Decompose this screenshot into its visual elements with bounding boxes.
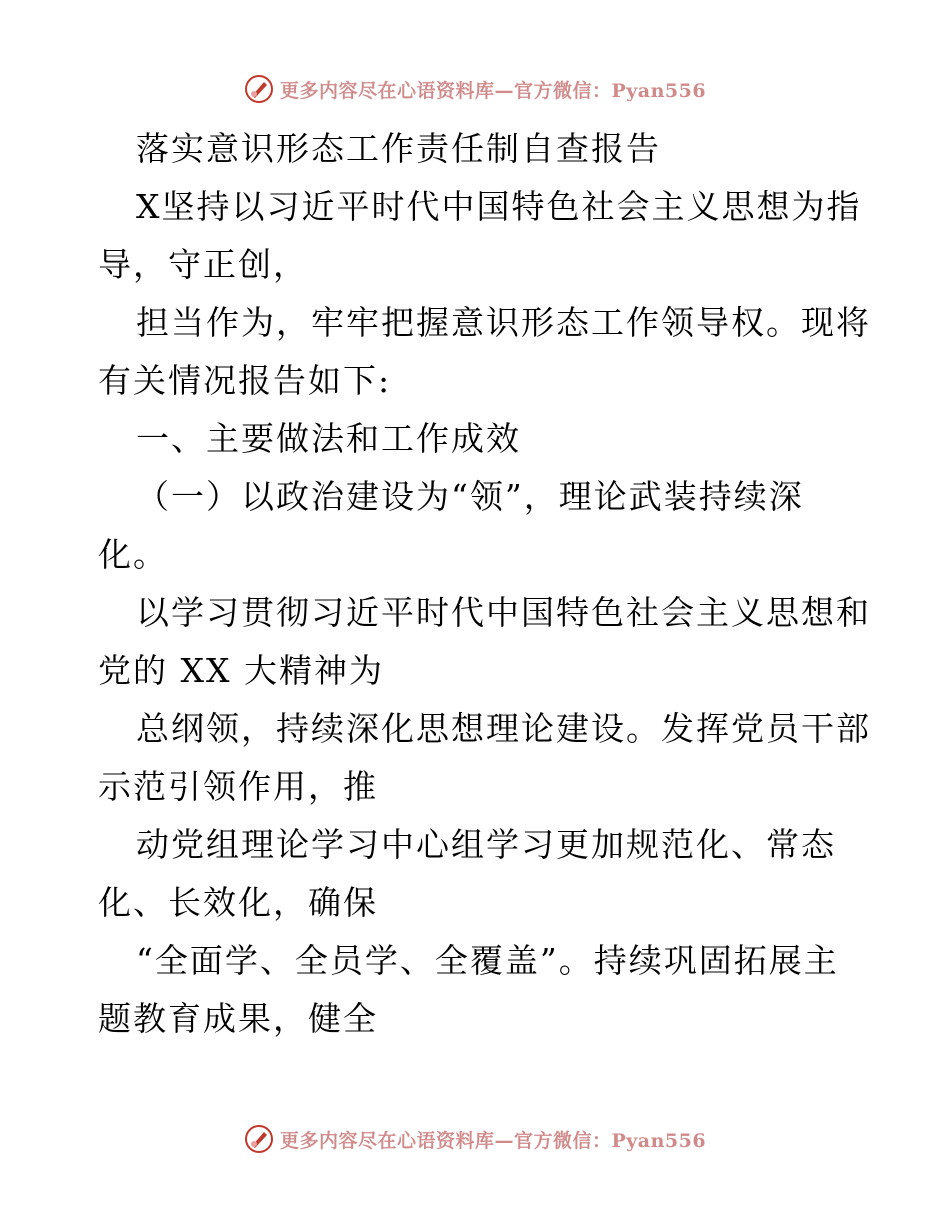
text-line: 总纲领，持续深化思想理论建设。发挥党员干部 <box>136 709 871 748</box>
text-line: 动党组理论学习中心组学习更加规范化、常态 <box>136 825 836 864</box>
text-line: 导，守正创， <box>98 245 308 284</box>
watermark-text: 更多内容尽在心语资料库—官方微信：Pyan556 <box>279 1129 707 1152</box>
text-line: 化。 <box>98 535 168 574</box>
header-watermark <box>0 74 950 104</box>
text-line: “全面学、全员学、全覆盖”。持续巩固拓展主 <box>136 941 839 980</box>
text-line: 落实意识形态工作责任制自查报告 <box>136 129 661 168</box>
text-line: （一）以政治建设为“领”，理论武装持续深 <box>136 477 804 516</box>
pen-logo-icon <box>244 74 274 104</box>
watermark-text: 更多内容尽在心语资料库—官方微信：Pyan556 <box>279 79 707 102</box>
text-line: X坚持以习近平时代中国特色社会主义思想为指 <box>136 187 862 226</box>
text-line: 有关情况报告如下: <box>98 361 392 400</box>
pen-logo-icon <box>244 1124 274 1154</box>
text-line: 担当作为，牢牢把握意识形态工作领导权。现将 <box>136 303 871 342</box>
text-line: 以学习贯彻习近平时代中国特色社会主义思想和 <box>136 593 871 632</box>
text-line: 示范引领作用，推 <box>98 767 378 806</box>
text-line: 一、主要做法和工作成效 <box>136 419 521 458</box>
text-line: 题教育成果，健全 <box>98 999 378 1038</box>
document-body <box>98 120 871 1048</box>
text-line: 化、长效化，确保 <box>98 883 378 922</box>
footer-watermark <box>0 1124 950 1154</box>
text-line: 党的 XX 大精神为 <box>98 651 384 690</box>
